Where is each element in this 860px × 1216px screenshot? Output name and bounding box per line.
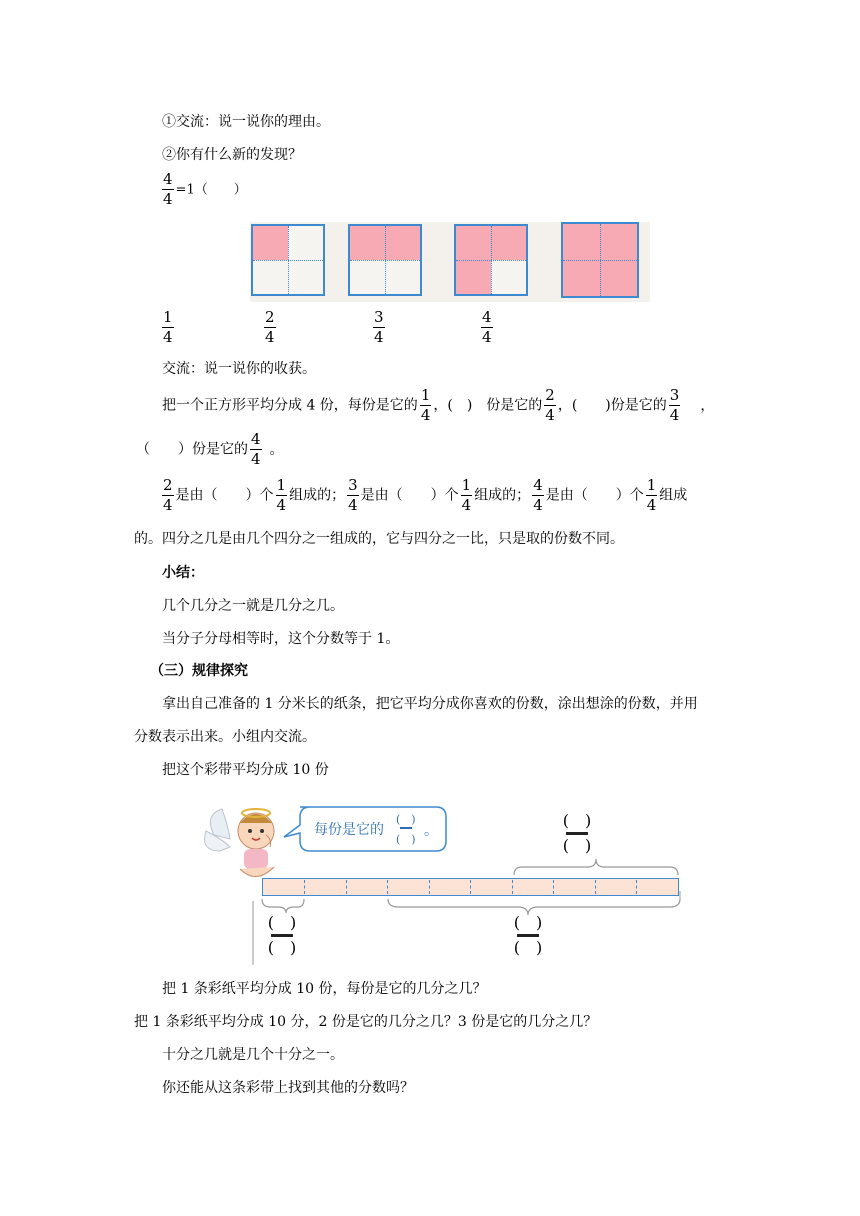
question-2: 把 1 条彩纸平均分成 10 分，2 份是它的几分之几？3 份是它的几分之几？ (134, 1014, 598, 1030)
equation: $\frac{4}{4}$ =1（ ） (163, 170, 247, 208)
paragraph-composition: $\frac{2}{4}$ 是由（ ）个 $\frac{1}{4}$ 组成的； $\frac{3}{4}$ 是由（ ）个 $\frac{1}{4}$ 组成的； $\frac{4}{4}$ 是由（ ）个 $\frac{1}{4}$ 组成 (163, 476, 688, 514)
label-four-fourths: $\frac{4}{4}$ (482, 308, 492, 346)
paragraph-square-fractions-cont: （ ）份是它的 $\frac{4}{4}$ 。 (136, 430, 284, 468)
explore-line-1: 拿出自己准备的 1 分米长的纸条，把它平均分成你喜欢的份数，涂出想涂的份数，并用 (162, 696, 698, 712)
angel-illustration (205, 809, 274, 877)
label-two-fourths: $\frac{2}{4}$ (265, 308, 275, 346)
summary-title: 小结： (162, 565, 204, 581)
final-question: 你还能从这条彩带上找到其他的分数吗？ (162, 1080, 414, 1096)
blank-fraction-top[interactable]: ( ) ( ) (562, 811, 592, 855)
conclusion: 十分之几就是几个十分之一。 (162, 1047, 344, 1063)
question-1: 把 1 条彩纸平均分成 10 份，每份是它的几分之几？ (162, 981, 487, 997)
fraction-four-fourths: $\frac{4}{4}$ (163, 170, 173, 208)
square-one-fourth (251, 224, 325, 296)
svg-text:( ): ( ) (396, 813, 416, 826)
summary-line-2: 当分子分母相等时，这个分数等于 1。 (162, 631, 400, 647)
blank-fraction-middle[interactable]: ( ) ( ) (513, 913, 543, 957)
blank-fraction-left[interactable]: ( ) ( ) (267, 913, 297, 957)
share-harvest: 交流：说一说你的收获。 (162, 361, 316, 377)
svg-text:( ): ( ) (396, 833, 416, 846)
discovery-question: ②你有什么新的发现？ (162, 147, 302, 163)
square-two-fourths (348, 224, 422, 296)
section-heading: （三）规律探究 (150, 663, 248, 679)
label-three-fourths: $\frac{3}{4}$ (374, 308, 384, 346)
ribbon-tape (262, 878, 679, 896)
square-four-fourths (561, 222, 639, 298)
paragraph-square-fractions: 把一个正方形平均分成 4 份，每份是它的 $\frac{1}{4}$ ，( ) 份是它的 $\frac{2}{4}$ ，( )份是它的 $\frac{3}{4}$ ， (162, 386, 715, 424)
square-three-fourths (454, 224, 528, 296)
svg-text:。: 。 (424, 823, 438, 839)
explore-line-2: 分数表示出来。小组内交流。 (134, 729, 316, 745)
paragraph-composition-cont: 的。四分之几是由几个四分之一组成的，它与四分之一比，只是取的份数不同。 (134, 531, 624, 547)
tape-title: 把这个彩带平均分成 10 份 (162, 762, 329, 778)
label-one-fourth: $\frac{1}{4}$ (163, 308, 173, 346)
discussion-reason: ①交流：说一说你的理由。 (162, 114, 330, 130)
bubble-text: 每份是它的 (314, 822, 384, 838)
summary-line-1: 几个几分之一就是几分之几。 (162, 598, 344, 614)
